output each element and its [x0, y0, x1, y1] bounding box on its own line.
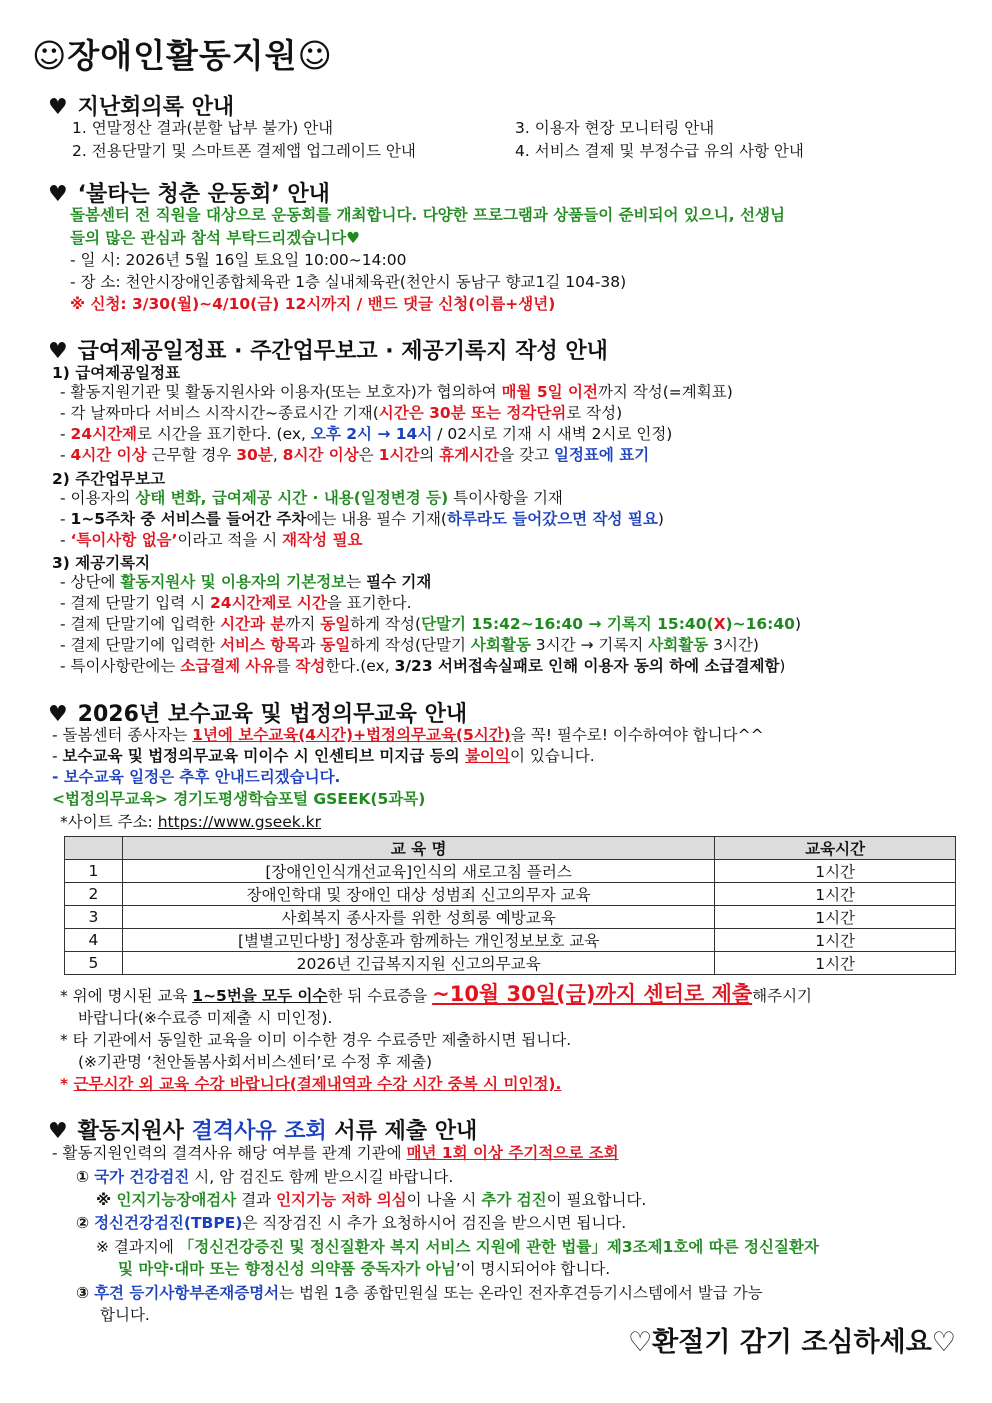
minutes-item: 3. 이용자 현장 모니터링 안내 — [515, 119, 715, 137]
schedule-line: - 활동지원기관 및 활동지원사와 이용자(또는 보호자)가 협의하여 매월 5일 이전까지 작성(=계획표) — [60, 383, 733, 401]
weekly-line: - ‘특이사항 없음’이라고 적을 시 재작성 필요 — [60, 531, 363, 549]
heart-icon: ♥ — [48, 182, 68, 207]
disqual-note: ※ 결과지에 「정신건강증진 및 정신질환자 복지 서비스 지원에 관한 법률」제3조제1호에 따른 정신질환자 — [96, 1238, 819, 1256]
table-header — [65, 837, 123, 860]
sports-desc: 들의 많은 관심과 참석 부탁드리겠습니다♥ — [70, 229, 361, 247]
education-line: - 돌봄센터 종사자는 1년에 보수교육(4시간)+법정의무교육(5시간)을 꼭! 필수로! 이수하여야 합니다^^ — [52, 726, 764, 744]
record-line: - 결제 단말기에 입력한 서비스 항목과 동일하게 작성(단말기 사회활동 3시간 → 기록지 사회활동 3시간) — [60, 636, 759, 654]
disqual-note: 및 마약·대마 또는 향정신성 의약품 중독자가 아님’이 명시되어야 합니다. — [118, 1260, 611, 1278]
record-line: - 결제 단말기 입력 시 24시간제로 시간을 표기한다. — [60, 594, 412, 612]
schedule-line: - 각 날짜마다 서비스 시작시간~종료시간 기재(시간은 30분 또는 정각단위로 작성) — [60, 404, 623, 422]
education-line: - 보수교육 및 법정의무교육 미이수 시 인센티브 미지급 등의 불이익이 있습니다. — [52, 747, 595, 765]
schedule-line: - 4시간 이상 근무할 경우 30분, 8시간 이상은 1시간의 휴게시간을 갖고 일정표에 표기 — [60, 446, 650, 464]
section-heading-minutes: ♥ 지난회의록 안내 — [48, 95, 235, 120]
gseek-link[interactable]: https://www.gseek.kr — [157, 813, 322, 831]
table-header: 교육시간 — [715, 837, 956, 860]
education-note: * 타 기관에서 동일한 교육을 이미 이수한 경우 수료증만 제출하시면 됩니다. — [60, 1031, 572, 1049]
disqual-item: ① 국가 건강검진 시, 암 검진도 함께 받으시길 바랍니다. — [76, 1168, 454, 1186]
disqual-note: ※ 인지기능장애검사 결과 인지기능 저하 의심이 나올 시 추가 검진이 필요합니다. — [96, 1191, 647, 1209]
sports-place: - 장 소: 천안시장애인종합체육관 1층 실내체육관(천안시 동남구 향교1길 104-38) — [70, 273, 627, 291]
footer-message: ♡환절기 감기 조심하세요♡ — [627, 1327, 956, 1358]
subheading-weekly-report: 2) 주간업무보고 — [52, 470, 166, 488]
sports-apply: ※ 신청: 3/30(월)~4/10(금) 12시까지 / 밴드 댓글 신청(이름+생년) — [70, 295, 556, 313]
education-note: * 위에 명시된 교육 1~5번을 모두 이수한 뒤 수료증을 ~10월 30일(금)까지 센터로 제출해주시기 — [60, 982, 813, 1006]
section-heading-education: ♥ 2026년 보수교육 및 법정의무교육 안내 — [48, 702, 468, 727]
table-header-row — [65, 837, 956, 860]
weekly-line: - 1~5주차 중 서비스를 들어간 주차에는 내용 필수 기재(하루라도 들어갔으면 작성 필요) — [60, 510, 664, 528]
heart-icon: ♥ — [48, 339, 68, 364]
weekly-line: - 이용자의 상태 변화, 급여제공 시간 · 내용(일정변경 등) 특이사항을 기재 — [60, 489, 563, 507]
table-header: 교 육 명 — [122, 837, 714, 860]
subheading-schedule: 1) 급여제공일정표 — [52, 364, 181, 382]
schedule-line: - 24시간제로 시간을 표기한다. (ex, 오후 2시 → 14시 / 02시로 기재 시 새벽 2시로 인정) — [60, 425, 673, 443]
education-note: (※기관명 ‘천안돌봄사회서비스센터’로 수정 후 제출) — [78, 1053, 433, 1071]
heart-icon: ♥ — [48, 95, 68, 120]
education-note: 바랍니다(※수료증 미제출 시 미인정). — [78, 1009, 333, 1027]
table-row: 2 장애인학대 및 장애인 대상 성범죄 신고의무자 교육 1시간 — [65, 883, 956, 906]
section-heading-sports-day: ♥ ‘불타는 청춘 운동회’ 안내 — [48, 182, 330, 207]
minutes-item: 1. 연말정산 결과(분할 납부 불가) 안내 — [72, 119, 334, 137]
table-row: 4 [별별고민다방] 정상훈과 함께하는 개인정보보호 교육 1시간 — [65, 929, 956, 952]
disqual-item: 합니다. — [100, 1306, 150, 1324]
minutes-item: 4. 서비스 결제 및 부정수급 유의 사항 안내 — [515, 142, 804, 160]
sports-date: - 일 시: 2026년 5월 16일 토요일 10:00~14:00 — [70, 251, 407, 269]
sports-desc: 돌봄센터 전 직원을 대상으로 운동회를 개최합니다. 다양한 프로그램과 상품들이 준비되어 있으니, 선생님 — [70, 206, 785, 224]
section-heading-disqualification: ♥ 활동지원사 결격사유 조회 서류 제출 안내 — [48, 1119, 478, 1144]
record-line: - 결제 단말기에 입력한 시간과 분까지 동일하게 작성(단말기 15:42~16:40 → 기록지 15:40(X)~16:40) — [60, 615, 801, 633]
education-note: * 근무시간 외 교육 수강 바랍니다(결제내역과 수강 시간 중복 시 미인정). — [60, 1075, 562, 1093]
site-address: *사이트 주소: https://www.gseek.kr — [60, 813, 322, 831]
subheading-record: 3) 제공기록지 — [52, 554, 151, 572]
heart-icon: ♥ — [48, 1119, 68, 1144]
heart-icon: ♥ — [48, 702, 68, 727]
table-row: 1 [장애인인식개선교육]인식의 새로고침 플러스 1시간 — [65, 860, 956, 883]
education-portal: <법정의무교육> 경기도평생학습포털 GSEEK(5과목) — [52, 790, 426, 808]
disqual-item: ② 정신건강검진(TBPE)은 직장검진 시 추가 요청하시어 검진을 받으시면 됩니다. — [76, 1214, 627, 1232]
section-heading-forms: ♥ 급여제공일정표 · 주간업무보고 · 제공기록지 작성 안내 — [48, 339, 608, 364]
education-line: - 보수교육 일정은 추후 안내드리겠습니다. — [52, 768, 341, 786]
minutes-item: 2. 전용단말기 및 스마트폰 결제앱 업그레이드 안내 — [72, 142, 416, 160]
page-title: ☺장애인활동지원☺ — [32, 36, 333, 75]
record-line: - 상단에 활동지원사 및 이용자의 기본정보는 필수 기재 — [60, 573, 432, 591]
record-line: - 특이사항란에는 소급결제 사유를 작성한다.(ex, 3/23 서버접속실패로 인해 이용자 동의 하에 소급결제함) — [60, 657, 786, 675]
table-row: 5 2026년 긴급복지지원 신고의무교육 1시간 — [65, 952, 956, 975]
disqual-line: - 활동지원인력의 결격사유 해당 여부를 관계 기관에 매년 1회 이상 주기적으로 조회 — [52, 1144, 619, 1162]
education-table — [64, 836, 956, 975]
disqual-item: ③ 후견 등기사항부존재증명서는 법원 1층 종합민원실 또는 온라인 전자후견등기시스템에서 발급 가능 — [76, 1284, 763, 1302]
table-row: 3 사회복지 종사자를 위한 성희롱 예방교육 1시간 — [65, 906, 956, 929]
